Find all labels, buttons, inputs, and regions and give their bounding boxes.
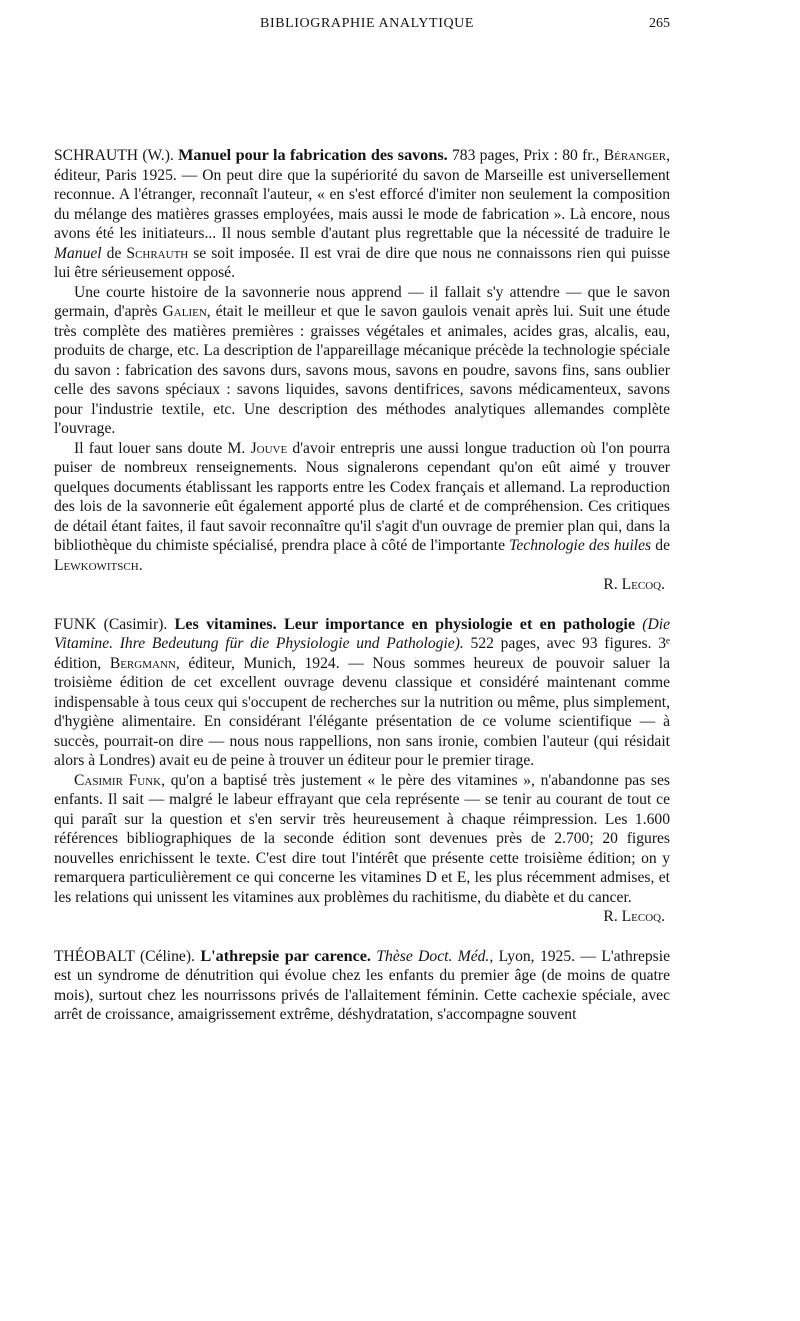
page <box>54 16 671 1045</box>
entry-title: Les vitamines. Leur importance en physiologie et en pathologie <box>174 614 636 633</box>
review-entry-funk <box>54 615 670 927</box>
publisher-name: Béranger <box>603 147 667 164</box>
entry-title: L'athrepsie par carence. <box>200 946 371 965</box>
cited-author: Galien <box>162 303 207 320</box>
review-paragraph: Il faut louer sans doute M. Jouve d'avoir entrepris une aussi longue traduction où l'on pourra puiser de nombreux renseignements. Nous signalerons cependant qu'on eût aimé y trouver quelques documents établissant les rapports entre les Codex français et allemand. La reproduction des lois de la savonnerie eût également apporté plus de clarté et de compréhension. Ces critiques de détail étant faites, il faut savoir reconnaître qu'il s'agit d'un ouvrage de premier plan qui, dans la bibliothèque du chimiste spécialisé, prendra place à côté de l'importante Technologie des huiles de Lewkowitsch. <box>54 439 670 574</box>
review-signature: R. Lecoq. <box>603 576 665 593</box>
page-number: 265 <box>649 16 670 31</box>
publisher-name: Bergmann <box>109 654 176 672</box>
entry-original-title: Thèse Doct. Méd., <box>376 947 494 965</box>
entry-original-title: (Die Vitamine. Ihre Bedeutung für die Physiologie und Pathologie). <box>54 615 670 652</box>
review-entry-schrauth <box>54 146 670 595</box>
review-paragraph: Casimir Funk, qu'on a baptisé très justement « le père des vitamines », n'abandonne pas ses enfants. Il sait — malgré le labeur effrayant que cela représente — se tenir au courant de tout ce qui paraît sur la question et s'en servir très heureusement à chaque réimpression. Les 1.600 références bibliographiques de la seconde édition sont devenues près de 2.700; 20 figures nouvelles enrichissent le texte. C'est dire tout l'intérêt que présente cette troisième édition; on y remarquera particulièrement ce qui concerne les vitamines D et E, les plus récemment admises, et les relations qui unissent les vitamines aux problèmes du rachitisme, du diabète et du cancer. <box>54 771 670 906</box>
review-entry-theobalt <box>54 947 670 1025</box>
cited-author: Casimir Funk <box>74 771 162 789</box>
running-title: BIBLIOGRAPHIE ANALYTIQUE <box>260 16 475 31</box>
entry-title: Manuel pour la fabrication des savons. <box>178 146 448 164</box>
entry-author: THÉOBALT (Céline). <box>54 947 195 965</box>
cited-author: Lewkowitsch <box>54 556 139 574</box>
review-signature: R. Lecoq. <box>603 908 665 925</box>
cited-author: Schrauth <box>126 244 189 262</box>
review-paragraph: SCHRAUTH (W.). Manuel pour la fabrication des savons. 783 pages, Prix : 80 fr., Béranger, éditeur, Paris 1925. — On peut dire que la supériorité du savon de Marseille est universellement reconnue. A l'étranger, reconnaît l'auteur, « en s'est efforcé d'imiter non seulement la composition du mélange des matières grasses employées, mais aussi le mode de fabrication ». Là encore, nous avons été les initiateurs... Il nous semble d'autant plus regrettable que la nécessité de traduire le Manuel de Schrauth se soit imposée. Il est vrai de dire que nous ne connaissons rien qui puisse lui être sérieusement opposé. <box>54 146 671 281</box>
review-paragraph: Une courte histoire de la savonnerie nous apprend — il fallait s'y attendre — que le savon germain, d'après Galien, était le meilleur et que le savon gaulois venait après lui. Suit une étude très complète des matières premières : graisses végétales et animales, acides gras, alcalis, eau, produits de charge, etc. La description de l'appareillage mécanique précède la technologie spéciale du savon : fabrication des savons durs, savons mous, savons en poudre, savons fins, sans oublier celle des savons spéciaux : savons liquides, savons dentifrices, savons médicamenteux, savons pour l'industrie textile, etc. Une description des méthodes analytiques allemandes complète l'ouvrage. <box>54 283 671 437</box>
review-paragraph: FUNK (Casimir). Les vitamines. Leur importance en physiologie et en pathologie (Die Vitamine. Ihre Bedeutung für die Physiologie und Pathologie). 522 pages, avec 93 figures. 3ᵉ édition, Bergmann, éditeur, Munich, 1924. — Nous sommes heureux de pouvoir saluer la troisième édition de cet excellent ouvrage devenu classique et considéré maintenant comme indispensable à tous ceux qui s'occupent de recherches sur la nutrition ou même, plus simplement, d'hygiène alimentaire. En considérant l'élégante présentation de ce volume scientifique — à succès, pourrait-on dire — nous nous rappellions, non sans ironie, combien l'auteur (qui résidait alors à Londres) avait eu de peine à trouver un éditeur pour le premier tirage. <box>54 614 670 769</box>
entry-author: FUNK (Casimir). <box>54 615 168 633</box>
entry-author: SCHRAUTH (W.). <box>54 147 174 164</box>
review-paragraph: THÉOBALT (Céline). L'athrepsie par carence. Thèse Doct. Méd., Lyon, 1925. — L'athrepsie est un syndrome de dénutrition qui évolue chez les enfants du premier âge (de moins de quatre mois), surtout chez les nourrissons privés de l'allaitement féminin. Cette cachexie spéciale, avec arrêt de croissance, amaigrissement extrême, déshydratation, s'accompagne souvent <box>54 946 670 1023</box>
cited-author: Jouve <box>250 439 288 457</box>
page-header <box>54 16 670 38</box>
